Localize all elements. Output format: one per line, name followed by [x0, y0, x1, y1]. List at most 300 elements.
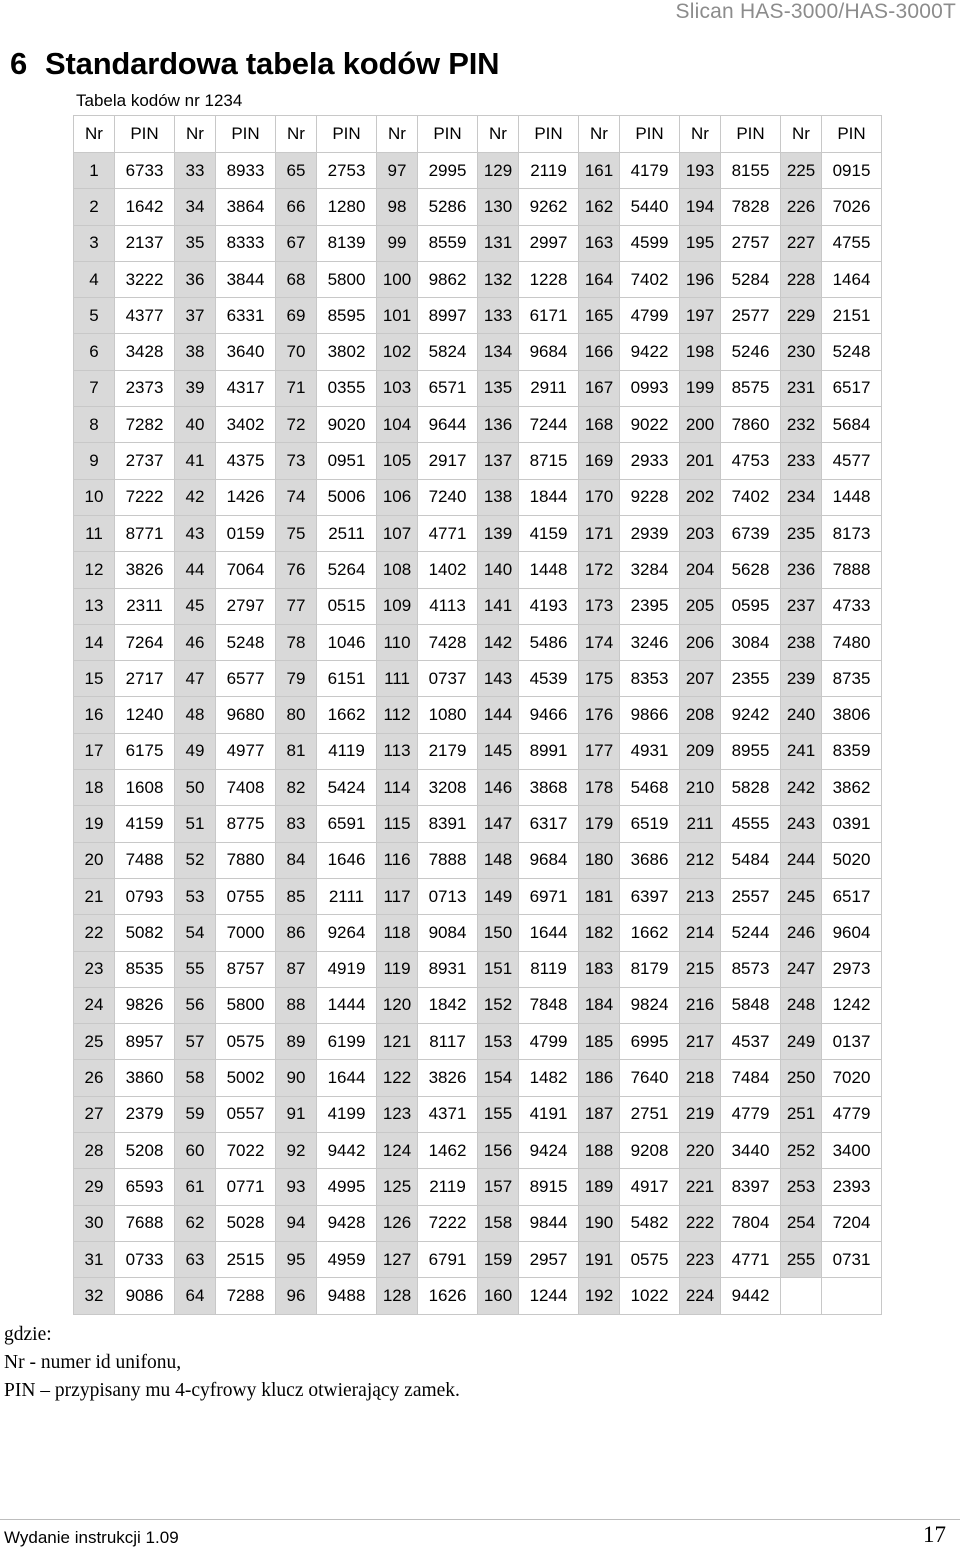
table-row	[74, 697, 882, 733]
cell-pin: 4779	[721, 1096, 781, 1132]
header-pin: PIN	[216, 116, 276, 153]
cell-pin: 5246	[721, 334, 781, 370]
cell-pin: 1228	[519, 261, 579, 297]
cell-nr: 232	[781, 407, 822, 443]
cell-pin: 2995	[418, 153, 478, 189]
cell-pin: 9428	[317, 1205, 377, 1241]
cell-pin: 9022	[620, 407, 680, 443]
cell-pin: 2511	[317, 515, 377, 551]
cell-pin: 7888	[822, 552, 882, 588]
cell-pin: 8997	[418, 298, 478, 334]
table-row	[74, 1024, 882, 1060]
cell-pin: 0733	[115, 1241, 175, 1277]
cell-nr: 199	[680, 370, 721, 406]
cell-pin: 5244	[721, 915, 781, 951]
cell-nr: 23	[74, 951, 115, 987]
cell-nr: 185	[579, 1024, 620, 1060]
cell-nr: 240	[781, 697, 822, 733]
cell-pin: 8573	[721, 951, 781, 987]
cell-nr: 215	[680, 951, 721, 987]
cell-nr: 219	[680, 1096, 721, 1132]
table-row	[74, 770, 882, 806]
cell-pin: 6517	[822, 370, 882, 406]
cell-pin: 1046	[317, 624, 377, 660]
cell-pin: 4119	[317, 733, 377, 769]
cell-pin: 7222	[418, 1205, 478, 1241]
cell-nr: 204	[680, 552, 721, 588]
cell-nr: 59	[175, 1096, 216, 1132]
cell-pin: 7408	[216, 770, 276, 806]
cell-nr: 13	[74, 588, 115, 624]
cell-nr: 244	[781, 842, 822, 878]
header-pin: PIN	[418, 116, 478, 153]
cell-pin: 9684	[519, 842, 579, 878]
cell-nr: 164	[579, 261, 620, 297]
cell-pin: 9844	[519, 1205, 579, 1241]
cell-nr: 248	[781, 987, 822, 1023]
cell-nr: 236	[781, 552, 822, 588]
cell-nr: 102	[377, 334, 418, 370]
cell-pin: 3806	[822, 697, 882, 733]
cell-pin: 0993	[620, 370, 680, 406]
cell-nr: 254	[781, 1205, 822, 1241]
cell-pin: 1280	[317, 189, 377, 225]
cell-nr: 75	[276, 515, 317, 551]
cell-nr: 222	[680, 1205, 721, 1241]
cell-pin: 5002	[216, 1060, 276, 1096]
cell-nr: 79	[276, 661, 317, 697]
cell-pin: 2379	[115, 1096, 175, 1132]
cell-nr: 176	[579, 697, 620, 733]
cell-pin: 4191	[519, 1096, 579, 1132]
cell-nr: 216	[680, 987, 721, 1023]
cell-pin: 5264	[317, 552, 377, 588]
cell-nr: 57	[175, 1024, 216, 1060]
table-row	[74, 407, 882, 443]
cell-nr: 228	[781, 261, 822, 297]
cell-nr: 179	[579, 806, 620, 842]
cell-pin: 6175	[115, 733, 175, 769]
cell-nr: 64	[175, 1278, 216, 1314]
cell-nr: 186	[579, 1060, 620, 1096]
table-row	[74, 225, 882, 261]
cell-nr: 74	[276, 479, 317, 515]
cell-nr: 136	[478, 407, 519, 443]
cell-nr: 156	[478, 1133, 519, 1169]
cell-pin: 6397	[620, 878, 680, 914]
cell-pin: 1642	[115, 189, 175, 225]
cell-nr: 169	[579, 443, 620, 479]
cell-nr: 161	[579, 153, 620, 189]
cell-pin: 6995	[620, 1024, 680, 1060]
cell-nr: 6	[74, 334, 115, 370]
cell-nr: 206	[680, 624, 721, 660]
cell-pin: 9862	[418, 261, 478, 297]
cell-nr: 144	[478, 697, 519, 733]
legend-line-nr: Nr - numer id unifonu,	[4, 1352, 182, 1373]
cell-nr: 86	[276, 915, 317, 951]
cell-nr: 150	[478, 915, 519, 951]
cell-nr: 211	[680, 806, 721, 842]
cell-pin: 0713	[418, 878, 478, 914]
cell-pin: 2151	[822, 298, 882, 334]
cell-nr: 130	[478, 189, 519, 225]
cell-nr: 135	[478, 370, 519, 406]
cell-nr: 168	[579, 407, 620, 443]
footer-edition: Wydanie instrukcji 1.09	[4, 1528, 179, 1547]
section-title: Standardowa tabela kodów PIN	[45, 46, 500, 81]
cell-pin: 2179	[418, 733, 478, 769]
cell-pin: 2933	[620, 443, 680, 479]
cell-nr: 78	[276, 624, 317, 660]
cell-pin: 2957	[519, 1241, 579, 1277]
table-row	[74, 951, 882, 987]
cell-pin: 1022	[620, 1278, 680, 1314]
cell-pin: 9826	[115, 987, 175, 1023]
header-nr: Nr	[74, 116, 115, 153]
cell-pin: 7640	[620, 1060, 680, 1096]
cell-nr: 163	[579, 225, 620, 261]
table-row	[74, 806, 882, 842]
cell-nr: 73	[276, 443, 317, 479]
table-caption: Tabela kodów nr 1234	[76, 91, 243, 110]
cell-nr: 128	[377, 1278, 418, 1314]
cell-pin: 0595	[721, 588, 781, 624]
cell-nr: 53	[175, 878, 216, 914]
cell-pin: 4977	[216, 733, 276, 769]
cell-pin: 2111	[317, 878, 377, 914]
cell-pin: 7804	[721, 1205, 781, 1241]
cell-pin: 1608	[115, 770, 175, 806]
cell-nr: 151	[478, 951, 519, 987]
cell-nr: 160	[478, 1278, 519, 1314]
cell-pin: 1462	[418, 1133, 478, 1169]
cell-nr: 43	[175, 515, 216, 551]
cell-pin: 2797	[216, 588, 276, 624]
cell-nr: 10	[74, 479, 115, 515]
cell-nr: 44	[175, 552, 216, 588]
table-row	[74, 588, 882, 624]
cell-pin: 8359	[822, 733, 882, 769]
header-pin: PIN	[317, 116, 377, 153]
cell-pin: 8397	[721, 1169, 781, 1205]
cell-nr: 109	[377, 588, 418, 624]
cell-pin: 7240	[418, 479, 478, 515]
cell-pin: 5248	[822, 334, 882, 370]
cell-nr: 213	[680, 878, 721, 914]
cell-pin: 1242	[822, 987, 882, 1023]
cell-pin: 1646	[317, 842, 377, 878]
cell-nr: 195	[680, 225, 721, 261]
cell-pin: 9228	[620, 479, 680, 515]
cell-pin: 5020	[822, 842, 882, 878]
cell-pin: 3208	[418, 770, 478, 806]
cell-pin: 6577	[216, 661, 276, 697]
cell-nr: 214	[680, 915, 721, 951]
cell-nr: 51	[175, 806, 216, 842]
cell-pin: 3826	[115, 552, 175, 588]
cell-nr: 83	[276, 806, 317, 842]
cell-nr: 141	[478, 588, 519, 624]
cell-nr: 227	[781, 225, 822, 261]
cell-nr: 157	[478, 1169, 519, 1205]
cell-pin: 4771	[418, 515, 478, 551]
cell-pin: 1244	[519, 1278, 579, 1314]
cell-nr: 56	[175, 987, 216, 1023]
cell-nr: 124	[377, 1133, 418, 1169]
cell-nr: 172	[579, 552, 620, 588]
cell-pin: 7064	[216, 552, 276, 588]
cell-pin: 5468	[620, 770, 680, 806]
cell-nr: 47	[175, 661, 216, 697]
cell-pin: 2137	[115, 225, 175, 261]
cell-pin: 1842	[418, 987, 478, 1023]
cell-nr: 71	[276, 370, 317, 406]
cell-pin: 7688	[115, 1205, 175, 1241]
cell-pin: 2939	[620, 515, 680, 551]
cell-nr: 253	[781, 1169, 822, 1205]
cell-nr: 85	[276, 878, 317, 914]
cell-pin: 7244	[519, 407, 579, 443]
header-pin: PIN	[519, 116, 579, 153]
cell-pin: 3862	[822, 770, 882, 806]
table-row	[74, 552, 882, 588]
cell-nr: 178	[579, 770, 620, 806]
cell-pin: 5028	[216, 1205, 276, 1241]
cell-pin: 8595	[317, 298, 377, 334]
cell-nr: 193	[680, 153, 721, 189]
cell-pin: 0771	[216, 1169, 276, 1205]
cell-nr: 22	[74, 915, 115, 951]
cell-nr: 225	[781, 153, 822, 189]
cell-nr: 30	[74, 1205, 115, 1241]
cell-nr: 180	[579, 842, 620, 878]
cell-pin: 2119	[418, 1169, 478, 1205]
cell-pin: 3428	[115, 334, 175, 370]
cell-nr: 55	[175, 951, 216, 987]
cell-nr: 140	[478, 552, 519, 588]
cell-pin: 5486	[519, 624, 579, 660]
table-row	[74, 733, 882, 769]
header-pin: PIN	[721, 116, 781, 153]
cell-nr: 146	[478, 770, 519, 806]
cell-nr: 98	[377, 189, 418, 225]
cell-nr: 96	[276, 1278, 317, 1314]
cell-pin: 1644	[317, 1060, 377, 1096]
cell-pin: 5286	[418, 189, 478, 225]
cell-pin: 6151	[317, 661, 377, 697]
cell-nr: 255	[781, 1241, 822, 1277]
table-row	[74, 1096, 882, 1132]
cell-pin: 1080	[418, 697, 478, 733]
cell-nr: 226	[781, 189, 822, 225]
cell-pin: 6971	[519, 878, 579, 914]
cell-pin: 6171	[519, 298, 579, 334]
cell-nr: 220	[680, 1133, 721, 1169]
cell-nr: 16	[74, 697, 115, 733]
cell-nr: 208	[680, 697, 721, 733]
cell-pin: 4755	[822, 225, 882, 261]
cell-nr: 165	[579, 298, 620, 334]
cell-nr: 170	[579, 479, 620, 515]
cell-pin: 6791	[418, 1241, 478, 1277]
cell-pin: 5800	[317, 261, 377, 297]
cell-pin: 2973	[822, 951, 882, 987]
cell-pin: 6199	[317, 1024, 377, 1060]
cell-nr: 108	[377, 552, 418, 588]
cell-pin: 6571	[418, 370, 478, 406]
cell-nr: 191	[579, 1241, 620, 1277]
table-row	[74, 334, 882, 370]
table-header-row	[74, 116, 882, 153]
cell-pin: 0575	[216, 1024, 276, 1060]
cell-nr: 175	[579, 661, 620, 697]
cell-nr: 230	[781, 334, 822, 370]
cell-pin: 0137	[822, 1024, 882, 1060]
cell-nr: 205	[680, 588, 721, 624]
cell-nr: 90	[276, 1060, 317, 1096]
cell-pin: 7282	[115, 407, 175, 443]
cell-nr: 137	[478, 443, 519, 479]
cell-pin: 3084	[721, 624, 781, 660]
cell-pin: 1844	[519, 479, 579, 515]
cell-nr: 221	[680, 1169, 721, 1205]
table-row	[74, 370, 882, 406]
cell-pin: 5248	[216, 624, 276, 660]
cell-pin: 0575	[620, 1241, 680, 1277]
header-nr: Nr	[478, 116, 519, 153]
cell-nr: 245	[781, 878, 822, 914]
cell-nr: 131	[478, 225, 519, 261]
cell-pin: 0557	[216, 1096, 276, 1132]
cell-pin: 8155	[721, 153, 781, 189]
cell-nr: 54	[175, 915, 216, 951]
cell-pin: 0755	[216, 878, 276, 914]
cell-pin: 7288	[216, 1278, 276, 1314]
cell-nr: 120	[377, 987, 418, 1023]
cell-nr: 26	[74, 1060, 115, 1096]
cell-nr: 12	[74, 552, 115, 588]
cell-pin: 4917	[620, 1169, 680, 1205]
cell-nr: 115	[377, 806, 418, 842]
cell-pin: 7222	[115, 479, 175, 515]
cell-nr: 167	[579, 370, 620, 406]
cell-pin: 2997	[519, 225, 579, 261]
table-row	[74, 1241, 882, 1277]
cell-nr: 200	[680, 407, 721, 443]
cell-pin: 0515	[317, 588, 377, 624]
cell-pin: 3400	[822, 1133, 882, 1169]
cell-nr: 111	[377, 661, 418, 697]
cell-nr: 173	[579, 588, 620, 624]
cell-pin: 2515	[216, 1241, 276, 1277]
table-row	[74, 298, 882, 334]
cell-nr: 182	[579, 915, 620, 951]
cell-pin: 9644	[418, 407, 478, 443]
cell-pin: 5424	[317, 770, 377, 806]
cell-pin: 3864	[216, 189, 276, 225]
cell-pin: 1644	[519, 915, 579, 951]
cell-pin: 5440	[620, 189, 680, 225]
cell-nr: 234	[781, 479, 822, 515]
cell-nr: 218	[680, 1060, 721, 1096]
cell-pin: 5082	[115, 915, 175, 951]
cell-nr: 121	[377, 1024, 418, 1060]
cell-pin: 2751	[620, 1096, 680, 1132]
cell-nr: 70	[276, 334, 317, 370]
cell-pin: 8775	[216, 806, 276, 842]
header-nr: Nr	[377, 116, 418, 153]
cell-nr: 237	[781, 588, 822, 624]
cell-pin: 4377	[115, 298, 175, 334]
header-pin: PIN	[822, 116, 882, 153]
cell-nr: 201	[680, 443, 721, 479]
cell-nr: 143	[478, 661, 519, 697]
legend	[4, 1321, 460, 1405]
cell-pin: 9466	[519, 697, 579, 733]
cell-pin: 7204	[822, 1205, 882, 1241]
cell-pin: 5628	[721, 552, 781, 588]
header-nr: Nr	[276, 116, 317, 153]
cell-nr: 147	[478, 806, 519, 842]
cell-nr: 67	[276, 225, 317, 261]
cell-pin: 2395	[620, 588, 680, 624]
cell-nr: 101	[377, 298, 418, 334]
cell-pin: 7880	[216, 842, 276, 878]
cell-nr: 196	[680, 261, 721, 297]
table-row	[74, 479, 882, 515]
cell-nr: 129	[478, 153, 519, 189]
cell-nr: 81	[276, 733, 317, 769]
cell-nr: 152	[478, 987, 519, 1023]
cell-nr: 250	[781, 1060, 822, 1096]
cell-pin: 8119	[519, 951, 579, 987]
cell-pin: 8535	[115, 951, 175, 987]
cell-nr: 142	[478, 624, 519, 660]
cell-nr: 183	[579, 951, 620, 987]
cell-pin: 5484	[721, 842, 781, 878]
cell-nr: 139	[478, 515, 519, 551]
cell-pin: 8933	[216, 153, 276, 189]
cell-pin: 9264	[317, 915, 377, 951]
cell-pin: 1444	[317, 987, 377, 1023]
cell-nr: 117	[377, 878, 418, 914]
cell-pin: 7828	[721, 189, 781, 225]
cell-nr: 48	[175, 697, 216, 733]
cell-pin: 3826	[418, 1060, 478, 1096]
cell-pin: 9424	[519, 1133, 579, 1169]
cell-nr: 174	[579, 624, 620, 660]
cell-pin: 8333	[216, 225, 276, 261]
cell-nr: 4	[74, 261, 115, 297]
cell-nr: 149	[478, 878, 519, 914]
cell-nr: 41	[175, 443, 216, 479]
cell-nr: 224	[680, 1278, 721, 1314]
cell-pin: 2911	[519, 370, 579, 406]
cell-nr: 171	[579, 515, 620, 551]
cell-pin: 2753	[317, 153, 377, 189]
cell-nr: 134	[478, 334, 519, 370]
cell-pin: 7848	[519, 987, 579, 1023]
cell-pin: 1626	[418, 1278, 478, 1314]
cell-nr: 162	[579, 189, 620, 225]
cell-nr: 138	[478, 479, 519, 515]
page-number: 17	[923, 1522, 946, 1547]
cell-pin: 1240	[115, 697, 175, 733]
table-row	[74, 189, 882, 225]
cell-nr: 231	[781, 370, 822, 406]
cell-nr: 95	[276, 1241, 317, 1277]
